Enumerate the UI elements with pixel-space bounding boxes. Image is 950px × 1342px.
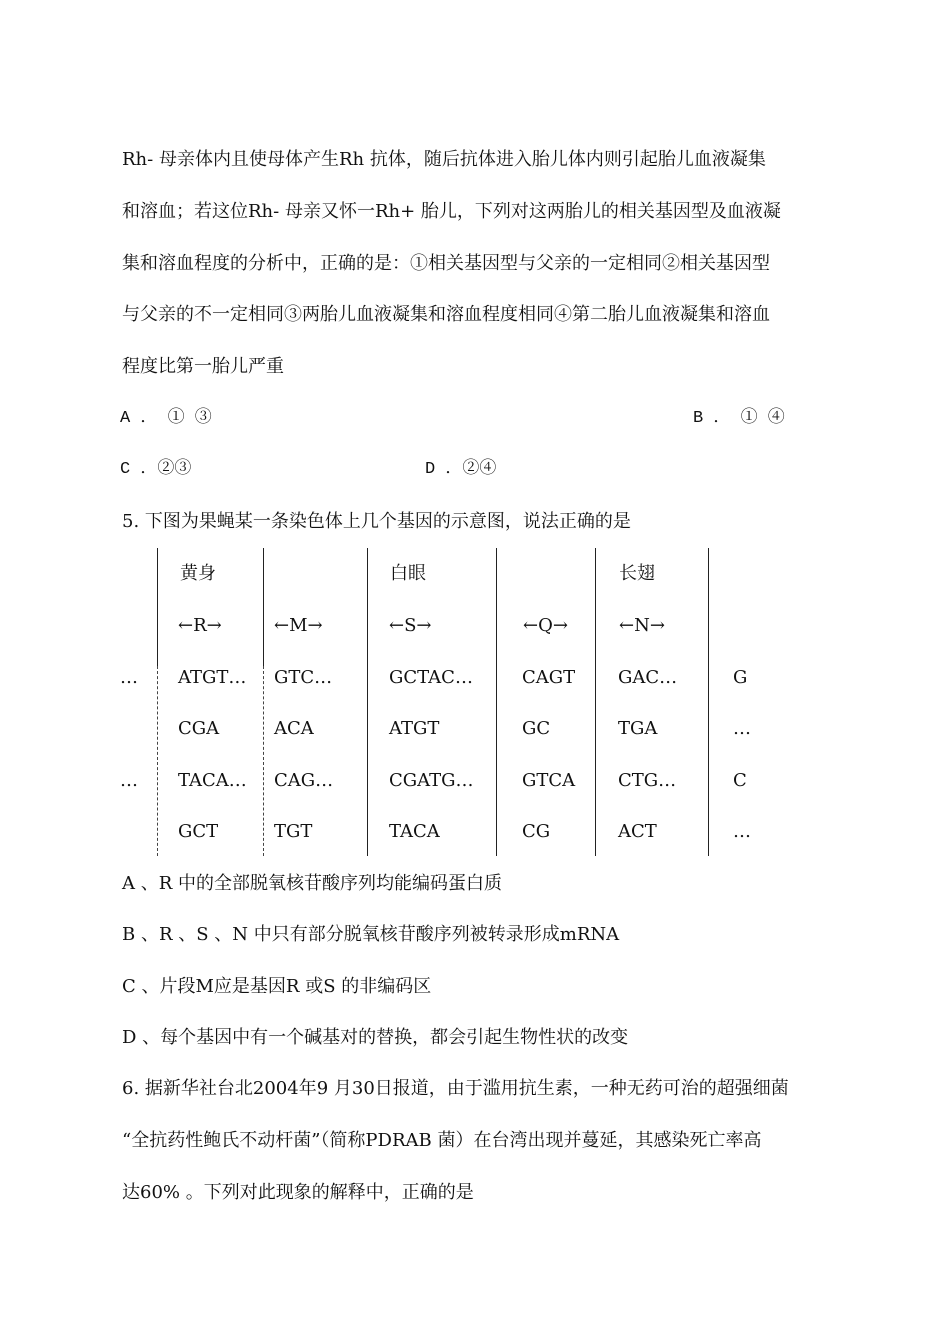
sequence-cell: CG [522,821,551,842]
sequence-cell: … [733,821,751,842]
sequence-cell: C [733,770,747,791]
gene-marker-n: ←N→ [619,615,665,636]
gene-marker-q: ←Q→ [523,615,568,636]
gene-boundary-dashed [263,666,264,856]
q5-option-c: C 、片段M应是基因R 或S 的非编码区 [122,976,432,997]
gene-boundary-line [263,548,264,666]
q6-line-1: 6. 据新华社台北2004年9 月30日报道，由于滥用抗生素，一种无药可治的超强细菌 [122,1078,789,1099]
sequence-cell: ATGT [389,718,440,739]
q4-option-b: B ． ① ④ [693,409,785,428]
gene-name-n: 长翅 [619,563,655,584]
sequence-cell: GCTAC… [389,667,473,688]
sequence-cell: … [733,718,751,739]
q4-line-2: 和溶血；若这位Rh- 母亲又怀一Rh+ 胎儿，下列对这两胎儿的相关基因型及血液凝 [122,201,781,222]
q6-line-2: “全抗药性鲍氏不动杆菌”（简称PDRAB 菌）在台湾出现并蔓延，其感染死亡率高 [122,1130,762,1151]
gene-boundary-line [157,548,158,666]
gene-name-s: 白眼 [390,563,426,584]
sequence-cell: … [120,667,138,688]
q4-option-d: D ．②④ [425,460,497,479]
q6-line-3: 达60% 。下列对此现象的解释中，正确的是 [122,1182,474,1203]
sequence-cell: CAG… [274,770,334,791]
sequence-cell: G [733,667,748,688]
gene-boundary-line [708,548,709,856]
q4-line-1: Rh- 母亲体内且使母体产生Rh 抗体，随后抗体进入胎儿体内则引起胎儿血液凝集 [122,149,766,170]
sequence-cell: GCT [178,821,219,842]
gene-marker-r: ←R→ [178,615,222,636]
sequence-cell: CAGT [522,667,576,688]
q5-option-a: A 、R 中的全部脱氧核苷酸序列均能编码蛋白质 [122,873,502,894]
sequence-cell: GC [522,718,551,739]
sequence-cell: TGT [274,821,313,842]
q5-option-b: B 、R 、S 、N 中只有部分脱氧核苷酸序列被转录形成mRNA [122,924,620,945]
gene-boundary-line [496,548,497,856]
sequence-cell: GTC… [274,667,333,688]
q4-line-3: 集和溶血程度的分析中，正确的是：①相关基因型与父亲的一定相同②相关基因型 [122,253,770,274]
sequence-cell: ACA [274,718,314,739]
q5-option-d: D 、每个基因中有一个碱基对的替换，都会引起生物性状的改变 [122,1027,629,1048]
sequence-cell: ATGT… [178,667,247,688]
q5-stem: 5. 下图为果蝇某一条染色体上几个基因的示意图，说法正确的是 [122,511,631,532]
gene-name-r: 黄身 [180,563,216,584]
gene-boundary-dashed [157,666,158,856]
gene-marker-m: ←M→ [274,615,323,636]
sequence-cell: TACA… [178,770,247,791]
q4-option-c: C ．②③ [120,460,192,479]
sequence-cell: CTG… [618,770,677,791]
q4-option-a: A ． ① ③ [120,409,212,428]
sequence-cell: CGA [178,718,220,739]
q4-line-4: 与父亲的不一定相同③两胎儿血液凝集和溶血程度相同④第二胎儿血液凝集和溶血 [122,304,770,325]
sequence-cell: GTCA [522,770,576,791]
sequence-cell: … [120,770,138,791]
sequence-cell: CGATG… [389,770,474,791]
sequence-cell: TACA [389,821,440,842]
sequence-cell: TGA [618,718,658,739]
gene-boundary-line [367,548,368,856]
gene-marker-s: ←S→ [389,615,432,636]
q4-line-5: 程度比第一胎儿严重 [122,356,284,377]
gene-boundary-line [595,548,596,856]
sequence-cell: ACT [618,821,657,842]
sequence-cell: GAC… [618,667,678,688]
